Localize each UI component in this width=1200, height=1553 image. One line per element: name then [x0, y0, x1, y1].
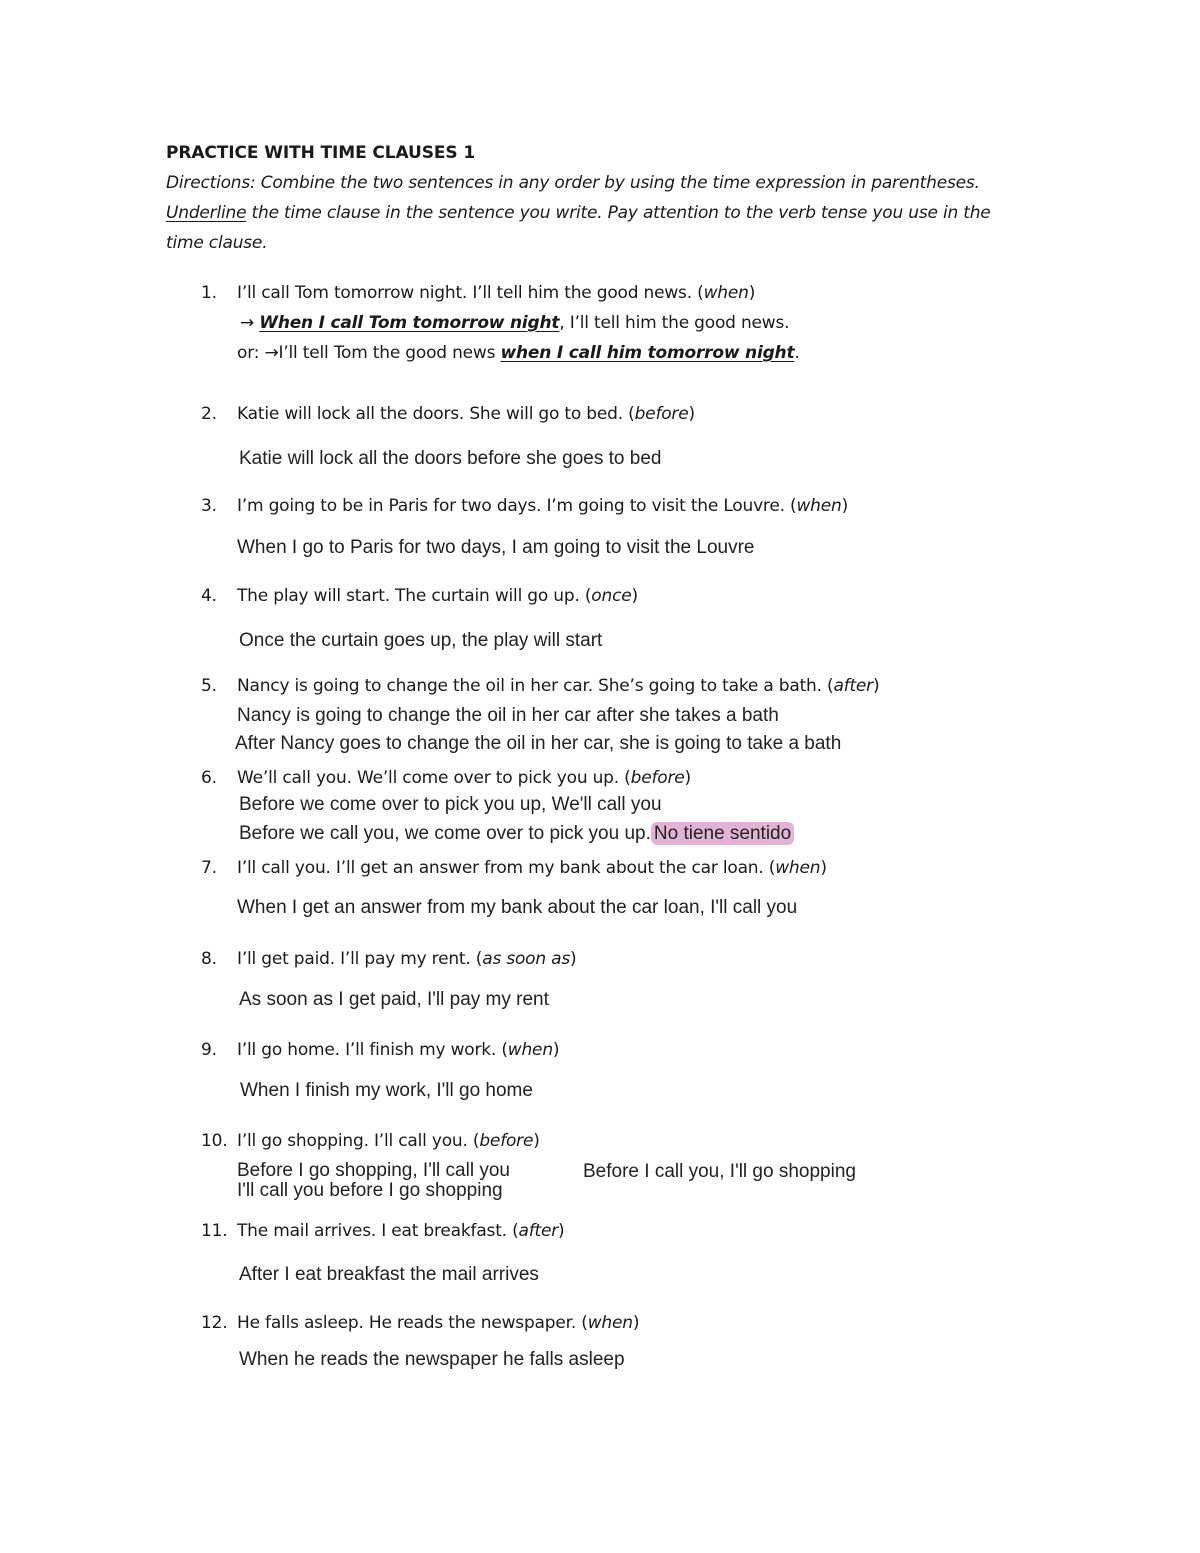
item-number: 7. — [201, 858, 217, 878]
prompt-close: ) — [570, 949, 577, 969]
item-prompt — [237, 1313, 639, 1333]
item-number: 12. — [201, 1313, 228, 1333]
prompt-close: ) — [684, 768, 691, 788]
answer-text: As soon as I get paid, I'll pay my rent — [239, 989, 549, 1010]
answer-text — [239, 823, 794, 845]
time-clause: When I call Tom tomorrow night — [259, 313, 560, 333]
prompt-text: I’ll go shopping. I’ll call you. ( — [237, 1131, 480, 1151]
prompt-close: ) — [872, 676, 880, 696]
answer-text: I'll call you before I go shopping — [237, 1180, 503, 1201]
directions-line-2 — [166, 203, 991, 223]
prompt-close: ) — [688, 404, 695, 424]
item-number: 2. — [201, 404, 217, 424]
or-label: or: — [237, 343, 260, 363]
prompt-text: I’ll call you. I’ll get an answer from my bank about the car loan. ( — [237, 858, 776, 878]
prompt-close: ) — [820, 858, 827, 878]
prompt-close: ) — [631, 586, 638, 606]
prompt-close: ) — [748, 283, 756, 303]
prompt-text: The play will start. The curtain will go up. ( — [237, 586, 592, 606]
time-expression: when — [796, 496, 842, 516]
main-clause: I’ll tell Tom the good news — [278, 343, 501, 363]
time-expression: before — [634, 404, 689, 424]
arrow-icon: → — [240, 313, 255, 333]
item-number: 3. — [201, 496, 217, 516]
item-number: 8. — [201, 949, 217, 969]
item-prompt — [237, 858, 827, 878]
item-prompt — [237, 496, 848, 516]
period: . — [794, 343, 800, 363]
answer-text: When I get an answer from my bank about the car loan, I'll call you — [237, 897, 798, 918]
time-expression: before — [479, 1131, 534, 1151]
directions-line-1: Directions: Combine the two sentences in any order by using the time expression in parentheses. — [166, 173, 980, 193]
time-expression: when — [587, 1313, 633, 1333]
answer-text: After Nancy goes to change the oil in her car, she is going to take a bath — [235, 733, 842, 754]
prompt-text: He falls asleep. He reads the newspaper. ( — [237, 1313, 588, 1333]
answer-text: When I go to Paris for two days, I am going to visit the Louvre — [237, 537, 755, 558]
item-prompt — [237, 283, 755, 303]
prompt-text: I’m going to be in Paris for two days. I’m going to visit the Louvre. ( — [237, 496, 797, 516]
time-expression: when — [507, 1040, 553, 1060]
item-number: 4. — [201, 586, 217, 606]
directions-line-3: time clause. — [166, 233, 268, 253]
item-prompt — [237, 586, 638, 606]
prompt-text: I’ll go home. I’ll finish my work. ( — [237, 1040, 508, 1060]
prompt-text: I’ll get paid. I’ll pay my rent. ( — [237, 949, 483, 969]
item-prompt — [237, 768, 691, 788]
item-prompt — [237, 949, 576, 969]
answer-text: Before we come over to pick you up, We'll call you — [239, 794, 662, 815]
answer-text: After I eat breakfast the mail arrives — [239, 1264, 539, 1285]
prompt-text: Katie will lock all the doors. She will go to bed. ( — [237, 404, 635, 424]
prompt-text: The mail arrives. I eat breakfast. ( — [237, 1221, 519, 1241]
prompt-close: ) — [841, 496, 849, 516]
time-expression: when — [775, 858, 821, 878]
directions-line-2-rest: the time clause in the sentence you write. Pay attention to the verb tense you use in the — [246, 203, 991, 223]
item-prompt — [237, 404, 695, 424]
item-number: 1. — [201, 283, 217, 303]
answer-text: When I finish my work, I'll go home — [240, 1080, 533, 1101]
answer-text: Nancy is going to change the oil in her car after she takes a bath — [237, 705, 779, 726]
item-number: 11. — [201, 1221, 228, 1241]
item-number: 6. — [201, 768, 217, 788]
answer-text: Once the curtain goes up, the play will start — [239, 630, 603, 651]
time-expression: when — [703, 283, 749, 303]
example-answer-1 — [240, 313, 789, 333]
arrow-icon: → — [264, 343, 279, 363]
main-clause: , I’ll tell him the good news. — [559, 313, 790, 333]
prompt-text: Nancy is going to change the oil in her car. She’s going to take a bath. ( — [237, 676, 834, 696]
answer-text: Katie will lock all the doors before she goes to bed — [239, 448, 662, 469]
time-expression: after — [833, 676, 873, 696]
prompt-close: ) — [552, 1040, 560, 1060]
prompt-close: ) — [632, 1313, 640, 1333]
time-expression: after — [518, 1221, 559, 1241]
prompt-close: ) — [558, 1221, 565, 1241]
time-expression: once — [591, 586, 632, 606]
answer-text: Before I go shopping, I'll call you — [237, 1160, 510, 1181]
prompt-close: ) — [533, 1131, 540, 1151]
time-expression: as soon as — [482, 949, 571, 969]
prompt-text: We’ll call you. We’ll come over to pick you up. ( — [237, 768, 631, 788]
directions-underline-word: Underline — [166, 203, 247, 223]
item-prompt — [237, 1221, 564, 1241]
item-prompt — [237, 676, 879, 696]
time-expression: before — [630, 768, 685, 788]
item-number: 5. — [201, 676, 217, 696]
answer-sentence: Before we call you, we come over to pick you up. — [239, 823, 651, 844]
answer-text: When he reads the newspaper he falls asleep — [239, 1349, 625, 1370]
item-number: 10. — [201, 1131, 228, 1151]
item-number: 9. — [201, 1040, 217, 1060]
item-prompt — [237, 1131, 540, 1151]
answer-text: Before I call you, I'll go shopping — [583, 1161, 856, 1182]
page-title: PRACTICE WITH TIME CLAUSES 1 — [166, 143, 476, 163]
item-prompt — [237, 1040, 559, 1060]
example-answer-2 — [237, 343, 800, 363]
time-clause: when I call him tomorrow night — [500, 343, 795, 363]
comment-highlight[interactable]: No tiene sentido — [651, 822, 794, 845]
prompt-text: I’ll call Tom tomorrow night. I’ll tell him the good news. ( — [237, 283, 704, 303]
